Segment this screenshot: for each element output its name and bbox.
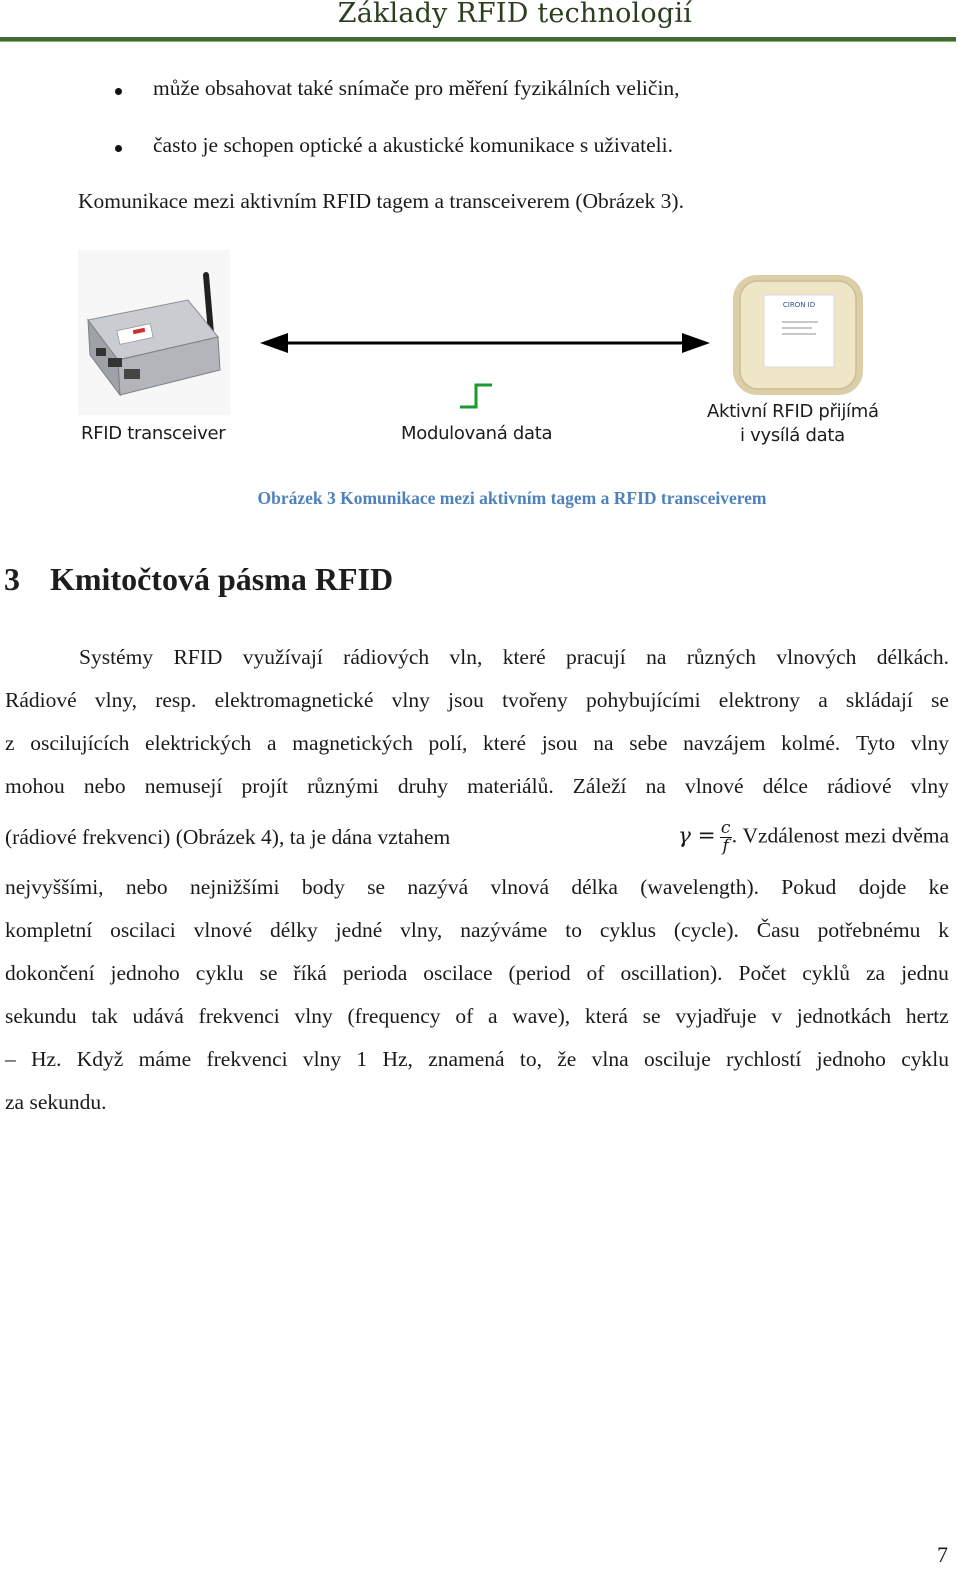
paragraph-line: Rádiové vlny, resp. elektromagnetické vlny jsou tvořeny pohybujícími elektrony a skládají se xyxy=(5,688,949,712)
section-number: 3 xyxy=(4,561,20,597)
paragraph-line: za sekundu. xyxy=(5,1090,107,1114)
active-tag-image xyxy=(733,275,863,395)
paragraph-line-formula: (rádiové frekvenci) (Obrázek 4), ta je dána vztahem γ = $\frac{c}{f}$ . Vzdálenost mezi dvěma xyxy=(5,817,949,856)
header-rule xyxy=(0,37,956,42)
svg-text:CIRON ID: CIRON ID xyxy=(782,301,816,309)
paragraph-line: mohou nebo nemusejí projít různými druhy materiálů. Záleží na vlnové délce rádiové vlny xyxy=(5,774,949,798)
paragraph-line: dokončení jednoho cyklu se říká perioda oscilace (period of oscillation). Počet cyklů za jednu xyxy=(5,961,949,985)
transceiver-image xyxy=(78,250,230,415)
active-rfid-label-1: Aktivní RFID přijímá xyxy=(707,401,879,422)
signal-step-icon xyxy=(460,385,492,407)
page-header xyxy=(0,0,960,44)
paragraph-line: nejvyššími, nebo nejnižšími body se nazývá vlnová délka (wavelength). Pokud dojde ke xyxy=(5,875,949,899)
intro-line: Komunikace mezi aktivním RFID tagem a transceiverem (Obrázek 3). xyxy=(78,189,684,213)
section-heading xyxy=(4,561,393,598)
figure-caption: Obrázek 3 Komunikace mezi aktivním tagem a RFID transceiverem xyxy=(257,488,767,508)
section-title: Kmitočtová pásma RFID xyxy=(50,561,394,597)
active-rfid-label-2: i vysílá data xyxy=(740,425,845,446)
bullet-icon xyxy=(115,88,122,95)
figure-communication xyxy=(78,245,888,460)
header-title: Základy RFID technologií xyxy=(337,0,692,29)
paragraph-line: sekundu tak udává frekvenci vlny (frequency of a wave), která se vyjadřuje v jednotkách hertz xyxy=(5,1004,949,1028)
paragraph-line: z oscilujících elektrických a magnetických polí, které jsou na sebe navzájem kolmé. Tyto vlny xyxy=(5,731,949,755)
paragraph-line: – Hz. Když máme frekvenci vlny 1 Hz, znamená to, že vlna osciluje rychlostí jednoho cyklu xyxy=(5,1047,949,1071)
double-arrow-icon xyxy=(260,333,710,353)
paragraph-line: kompletní oscilaci vlnové délky jedné vlny, nazýváme to cyklus (cycle). Času potřebnému k xyxy=(5,918,949,942)
transceiver-label: RFID transceiver xyxy=(81,423,226,444)
bullet-icon xyxy=(115,145,122,152)
paragraph-line: Systémy RFID využívají rádiových vln, které pracují na různých vlnových délkách. xyxy=(79,645,949,669)
modulated-data-label: Modulovaná data xyxy=(401,423,553,444)
page-number: 7 xyxy=(937,1542,948,1567)
formula: γ = $\frac{c}{f}$ . Vzdálenost mezi dvěma xyxy=(677,817,949,856)
